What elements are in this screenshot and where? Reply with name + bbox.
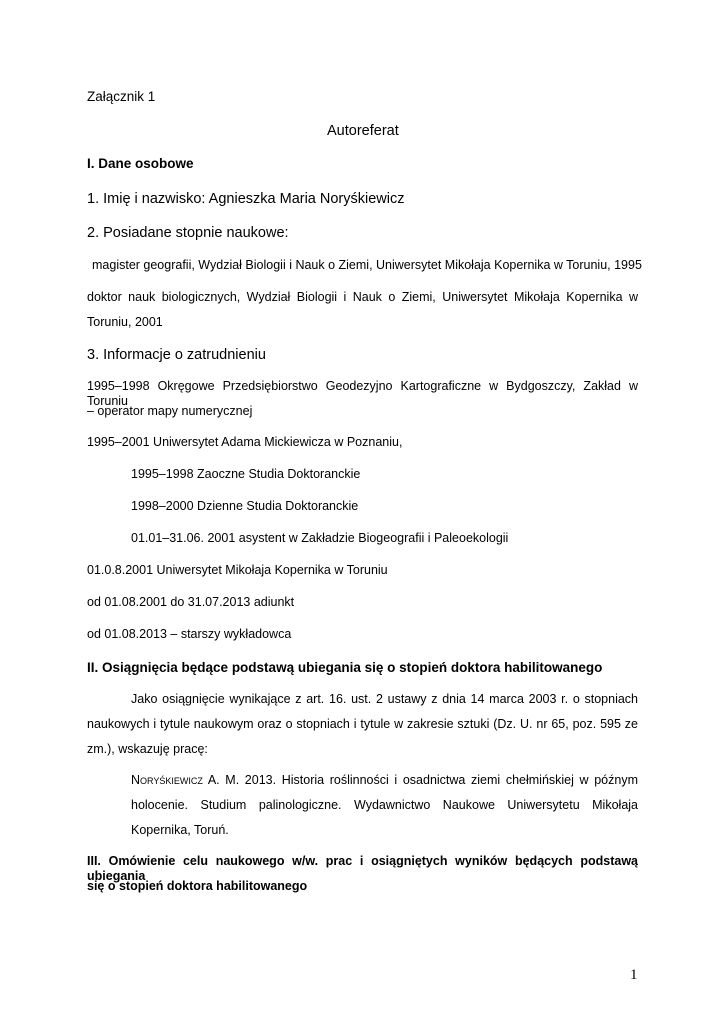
reference-line-1-text: A. M. 2013. Historia roślinności i osadnictwa ziemi chełmińskiej w późnym [202, 773, 638, 787]
degree-master: magister geografii, Wydział Biologii i Nauk o Ziemi, Uniwersytet Mikołaja Kopernika w Toruniu, 1995 [92, 258, 642, 272]
employment-3: 01.0.8.2001 Uniwersytet Mikołaja Kopernika w Toruniu [87, 563, 388, 577]
section-1-heading: I. Dane osobowe [87, 156, 194, 171]
employment-1-line-1: 1995–1998 Okręgowe Przedsiębiorstwo Geodezyjno Kartograficzne w Bydgoszczy, Zakład w Toruniu [87, 379, 638, 408]
employment-heading: 3. Informacje o zatrudnieniu [87, 347, 266, 363]
section-2-para-line-3: zm.), wskazuję pracę: [87, 742, 208, 756]
employment-1-line-2: – operator mapy numerycznej [87, 404, 253, 418]
degree-doctor-line-1: doktor nauk biologicznych, Wydział Biologii i Nauk o Ziemi, Uniwersytet Mikołaja Kopernika w [87, 290, 638, 304]
degrees-heading: 2. Posiadane stopnie naukowe: [87, 225, 289, 241]
reference-line-1 [131, 773, 638, 788]
annex-label: Załącznik 1 [87, 89, 156, 104]
name-line: 1. Imię i nazwisko: Agnieszka Maria Noryśkiewicz [87, 191, 405, 207]
degree-doctor-line-2: Toruniu, 2001 [87, 315, 163, 329]
employment-2: 1995–2001 Uniwersytet Adama Mickiewicza w Poznaniu, [87, 435, 403, 449]
section-2-para-line-1: Jako osiągnięcie wynikające z art. 16. ust. 2 ustawy z dnia 14 marca 2003 r. o stopniach [131, 692, 638, 706]
employment-2b: 1998–2000 Dzienne Studia Doktoranckie [131, 499, 359, 513]
employment-2c: 01.01–31.06. 2001 asystent w Zakładzie Biogeografii i Paleoekologii [131, 531, 509, 545]
section-3-heading-line-2: się o stopień doktora habilitowanego [87, 879, 308, 893]
page-number: 1 [630, 967, 638, 983]
section-2-para-line-2: naukowych i tytule naukowym oraz o stopniach i tytule w zakresie sztuki (Dz. U. nr 65, poz. 595 ze [87, 717, 638, 731]
section-2-heading: II. Osiągnięcia będące podstawą ubiegania się o stopień doktora habilitowanego [87, 660, 603, 675]
employment-4: od 01.08.2001 do 31.07.2013 adiunkt [87, 595, 295, 609]
reference-line-3: Kopernika, Toruń. [131, 823, 229, 837]
reference-line-2: holocenie. Studium palinologiczne. Wydawnictwo Naukowe Uniwersytetu Mikołaja [131, 798, 638, 812]
section-3-heading-line-1: III. Omówienie celu naukowego w/w. prac i osiągniętych wyników będących podstawą ubiegania [87, 854, 638, 883]
reference-author: Noryśkiewicz [131, 773, 203, 787]
employment-2a: 1995–1998 Zaoczne Studia Doktoranckie [131, 467, 361, 481]
document-title: Autoreferat [327, 123, 399, 139]
employment-5: od 01.08.2013 – starszy wykładowca [87, 627, 292, 641]
